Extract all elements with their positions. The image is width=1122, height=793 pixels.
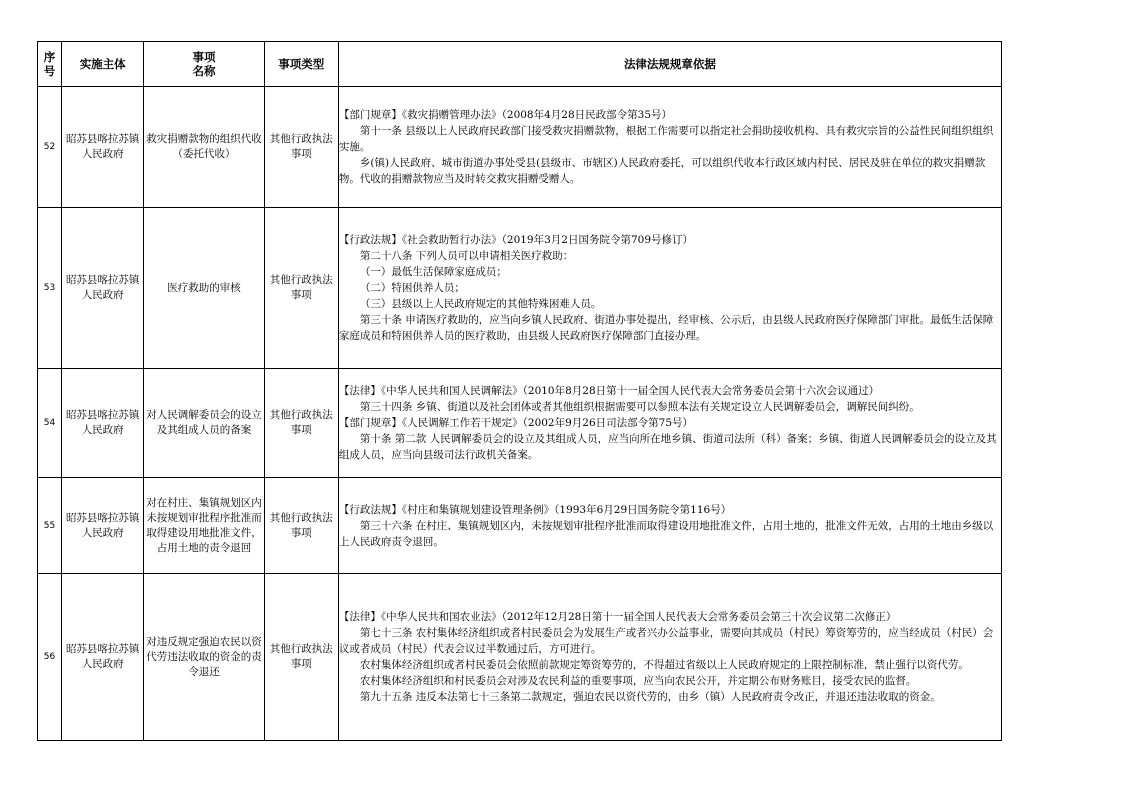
row-subject: 昭苏县喀拉苏镇人民政府 [62, 574, 144, 741]
law-article: 乡(镇)人民政府、城市街道办事处受县(县级市、市辖区)人民政府委托，可以组织代收本行政区域内村民、居民及驻在单位的救灾捐赠款物。代收的捐赠款物应当及时转交救灾捐赠受赠人。 [338, 157, 986, 185]
law-article: 第十条 第二款 人民调解委员会的设立及其组成人员，应当向所在地乡镇、街道司法所（科）备案；乡镇、街道人民调解委员会的设立及其组成人员，应当向县级司法行政机关备案。 [338, 433, 997, 461]
law-article: 第三十六条 在村庄、集镇规划区内，未按规划审批程序批准而取得建设用地批准文件，占用土地的，批准文件无效，占用的土地由乡级以上人民政府责令退回。 [338, 519, 994, 548]
table-row [38, 478, 1002, 574]
row-basis [338, 208, 1001, 369]
law-article: 农村集体经济组织或者村民委员会依照前款规定筹资筹劳的，不得超过省级以上人民政府规定的上限控制标准，禁止强行以资代劳。 [359, 659, 969, 671]
law-heading: 【行政法规】《社会救助暂行办法》（2019年3月2日国务院令第709号修订） [338, 234, 694, 246]
row-type: 其他行政执法事项 [264, 369, 338, 478]
row-subject: 昭苏县喀拉苏镇人民政府 [62, 478, 144, 574]
law-article: 第二十八条 下列人员可以申请相关医疗救助： [359, 250, 574, 262]
header-item-line1: 事项 [192, 50, 216, 64]
row-number: 53 [38, 208, 62, 369]
row-number: 56 [38, 574, 62, 741]
row-type: 其他行政执法事项 [264, 208, 338, 369]
row-item: 对人民调解委员会的设立及其组成人员的备案 [144, 369, 264, 478]
row-basis [338, 369, 1001, 478]
table-row [38, 574, 1002, 741]
law-heading: 【部门规章】《人民调解工作若干规定》（2002年9月26日司法部令第75号） [338, 417, 694, 429]
row-item: 医疗救助的审核 [144, 208, 264, 369]
header-item-line2: 名称 [192, 64, 216, 78]
law-article: 第三十四条 乡镇、街道以及社会团体或者其他组织根据需要可以参照本法有关规定设立人民调解委员会，调解民间纠纷。 [359, 401, 920, 413]
header-basis: 法律法规规章依据 [338, 42, 1001, 87]
row-subject: 昭苏县喀拉苏镇人民政府 [62, 369, 144, 478]
row-basis [338, 478, 1001, 574]
table-row [38, 208, 1002, 369]
law-list-item: （一）最低生活保障家庭成员； [359, 266, 507, 278]
row-type: 其他行政执法事项 [264, 478, 338, 574]
law-list-item: （三）县级以上人民政府规定的其他特殊困难人员。 [359, 298, 602, 310]
row-item: 对在村庄、集镇规划区内未按规划审批程序批准而取得建设用地批准文件，占用土地的责令退回 [144, 478, 264, 574]
law-article: 第三十条 申请医疗救助的，应当向乡镇人民政府、街道办事处提出，经审核、公示后，由县级人民政府医疗保障部门审批。最低生活保障家庭成员和特困供养人员的医疗救助，由县级人民政府医疗保障部门直接办理。 [338, 314, 994, 342]
header-row [38, 42, 1002, 87]
table-row [38, 369, 1002, 478]
law-article: 第七十三条 农村集体经济组织或者村民委员会为发展生产或者兴办公益事业，需要向其成员（村民）筹资筹劳的，应当经成员（村民）会议或者成员（村民）代表会议过半数通过后，方可进行。 [338, 627, 994, 655]
row-subject: 昭苏县喀拉苏镇人民政府 [62, 208, 144, 369]
enforcement-items-table [37, 41, 1002, 741]
law-heading: 【法律】《中华人民共和国人民调解法》（2010年8月28日第十一届全国人民代表大会常务委员会第十六次会议通过） [338, 385, 880, 397]
row-type: 其他行政执法事项 [264, 574, 338, 741]
row-basis [338, 87, 1001, 208]
row-type: 其他行政执法事项 [264, 87, 338, 208]
law-list-item: （二）特困供养人员； [359, 282, 465, 294]
law-article: 农村集体经济组织和村民委员会对涉及农民利益的重要事项，应当向农民公开，并定期公布财务账目，接受农民的监督。 [359, 675, 917, 687]
row-item: 对违反规定强迫农民以资代劳违法收取的资金的责令退还 [144, 574, 264, 741]
row-number: 52 [38, 87, 62, 208]
row-subject: 昭苏县喀拉苏镇人民政府 [62, 87, 144, 208]
law-heading: 【行政法规】《村庄和集镇规划建设管理条例》（1993年6月29日国务院令第116号） [338, 503, 732, 516]
row-basis [338, 574, 1001, 741]
row-item: 救灾捐赠款物的组织代收（委托代收） [144, 87, 264, 208]
header-no: 序号 [38, 42, 62, 87]
law-article: 第十一条 县级以上人民政府民政部门接受救灾捐赠款物，根据工作需要可以指定社会捐助接收机构、具有救灾宗旨的公益性民间组织组织实施。 [338, 125, 994, 153]
law-article: 第九十五条 违反本法第七十三条第二款规定，强迫农民以资代劳的，由乡（镇）人民政府责令改正，并退还违法收取的资金。 [359, 691, 941, 703]
header-type: 事项类型 [264, 42, 338, 87]
law-heading: 【法律】《中华人民共和国农业法》（2012年12月28日第十一届全国人民代表大会常务委员会第三十次会议第二次修正） [338, 611, 897, 623]
law-heading: 【部门规章】《救灾捐赠管理办法》（2008年4月28日民政部令第35号） [338, 109, 673, 121]
header-item [144, 42, 264, 87]
row-number: 54 [38, 369, 62, 478]
header-subject: 实施主体 [62, 42, 144, 87]
row-number: 55 [38, 478, 62, 574]
table-row [38, 87, 1002, 208]
